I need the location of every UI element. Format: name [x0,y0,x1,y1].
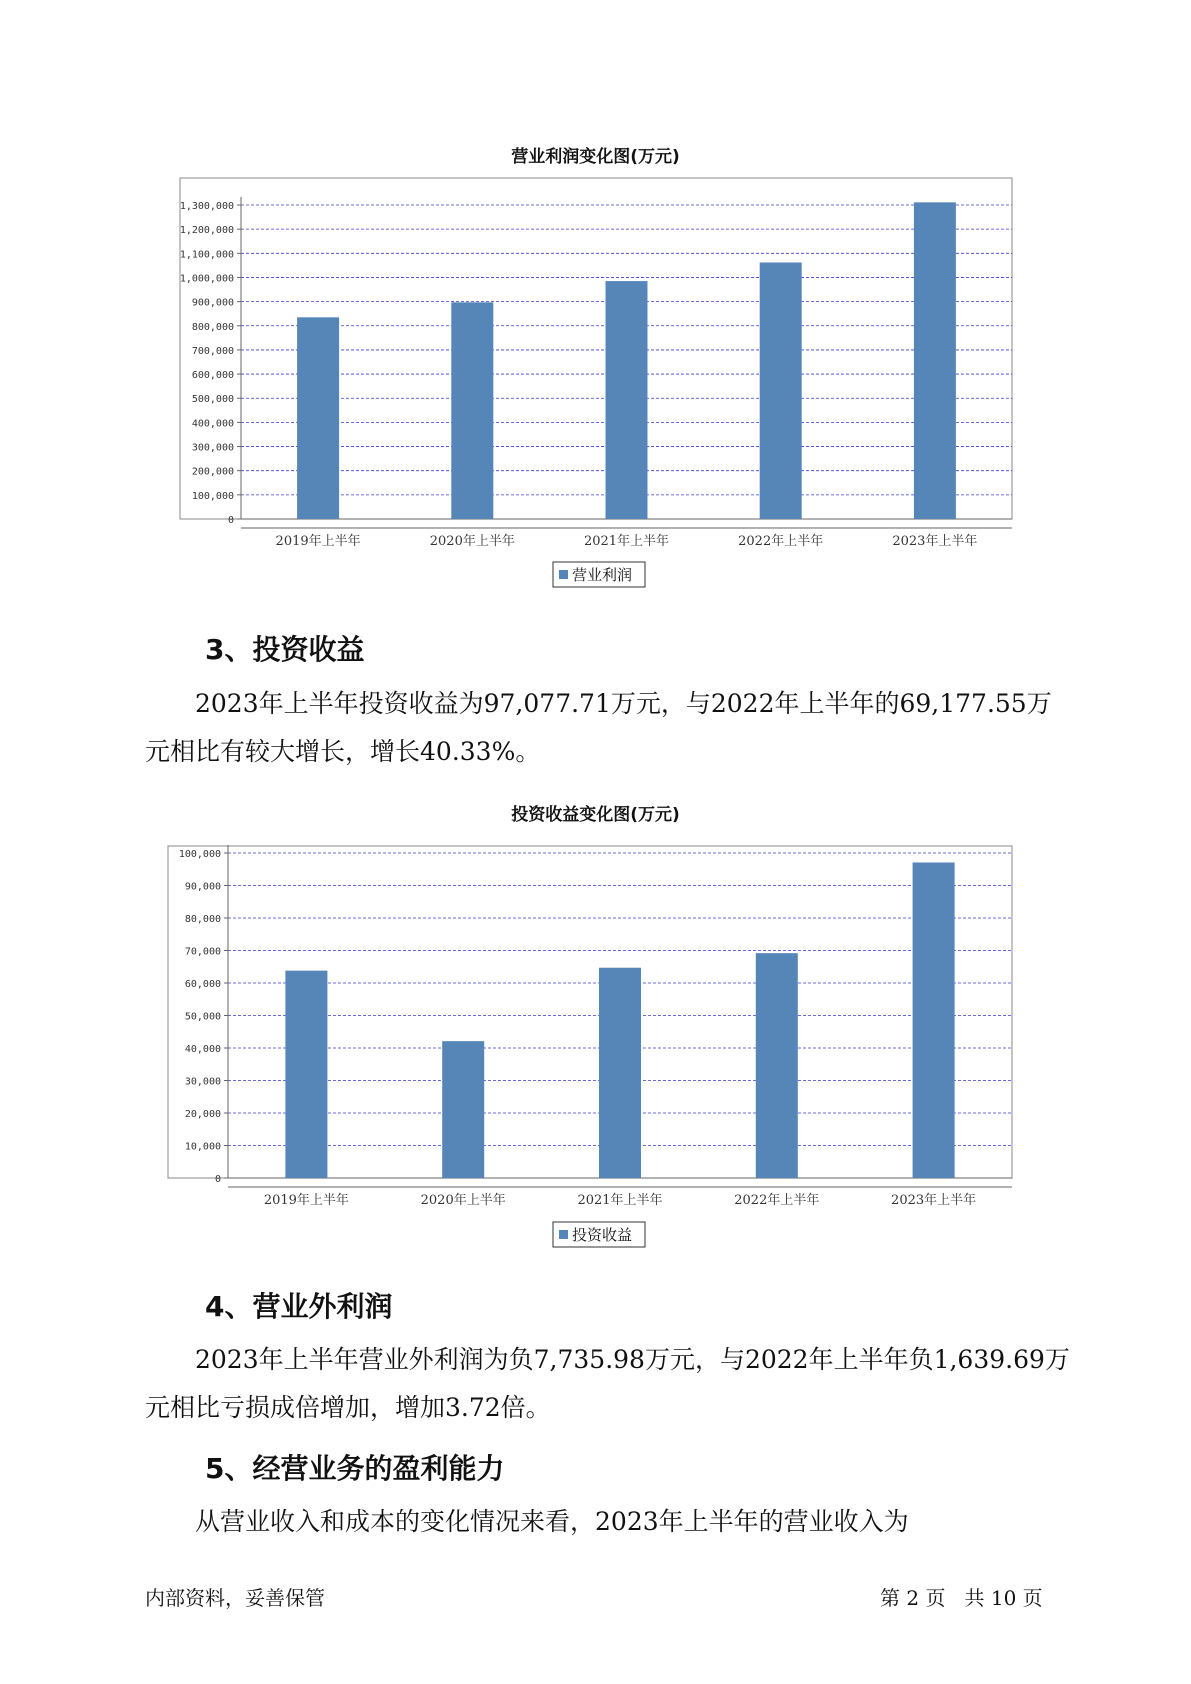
y-tick-label: 500,000 [191,394,234,406]
x-tick-label: 2019年上半年 [263,1193,349,1208]
y-tick-label: 300,000 [191,442,234,454]
section-3-paragraph: 2023年上半年投资收益为97,077.71万元，与2022年上半年的69,177.55万元相比有较大增长，增长40.33%。 [145,689,1052,766]
x-tick-label: 2020年上半年 [429,534,515,549]
bar [599,968,641,1178]
y-tick-label: 200,000 [191,466,234,478]
bar [285,971,327,1178]
x-tick-label: 2022年上半年 [738,534,824,549]
y-tick-label: 600,000 [191,370,234,382]
y-tick-label: 70,000 [184,946,221,958]
legend-label: 投资收益 [572,1226,633,1244]
y-tick-label: 0 [214,1174,221,1185]
bar [756,953,798,1178]
y-tick-label: 40,000 [184,1044,221,1055]
y-tick-label: 60,000 [184,979,221,990]
y-tick-label: 30,000 [184,1076,221,1088]
bar [442,1041,484,1178]
y-tick-label: 1,100,000 [179,249,234,261]
section-3-heading: 3、投资收益 [205,633,365,666]
x-tick-label: 2020年上半年 [420,1193,506,1208]
y-tick-label: 80,000 [184,914,221,925]
chart-1-title: 营业利润变化图(万元) [511,147,680,167]
x-tick-label: 2023年上半年 [892,534,978,549]
y-tick-label: 10,000 [184,1141,221,1153]
section-4-paragraph: 2023年上半年营业外利润为负7,735.98万元，与2022年上半年负1,639.69万元相比亏损成倍增加，增加3.72倍。 [145,1345,1070,1422]
legend-swatch [559,1230,568,1239]
footer-confidential: 内部资料，妥善保管 [145,1586,325,1610]
y-tick-label: 800,000 [191,321,234,333]
y-tick-label: 400,000 [191,418,234,430]
y-tick-label: 1,300,000 [179,201,234,212]
y-tick-label: 90,000 [184,881,221,893]
x-tick-label: 2022年上半年 [734,1193,820,1208]
y-tick-label: 20,000 [184,1109,221,1120]
y-tick-label: 1,200,000 [179,225,234,237]
x-tick-label: 2021年上半年 [577,1193,663,1208]
y-tick-label: 50,000 [184,1011,221,1023]
chart-2-title: 投资收益变化图(万元) [511,805,680,825]
bar [913,862,955,1178]
y-tick-label: 700,000 [191,345,234,357]
chart-legend [553,1222,645,1247]
section-4-heading: 4、营业外利润 [205,1290,393,1323]
y-tick-label: 900,000 [191,297,234,309]
y-tick-label: 1,000,000 [179,273,234,285]
y-tick-label: 100,000 [178,849,221,860]
footer-page-number: 第 2 页 共 10 页 [880,1586,1043,1610]
y-tick-label: 100,000 [191,490,234,502]
section-5-paragraph: 从营业收入和成本的变化情况来看，2023年上半年的营业收入为 [195,1507,909,1536]
x-tick-label: 2021年上半年 [583,534,670,549]
x-tick-label: 2023年上半年 [891,1193,977,1208]
x-tick-label: 2019年上半年 [275,534,361,549]
section-5-heading: 5、经营业务的盈利能力 [205,1452,505,1485]
legend-label: 营业利润 [572,566,633,584]
y-tick-label: 0 [227,515,234,526]
